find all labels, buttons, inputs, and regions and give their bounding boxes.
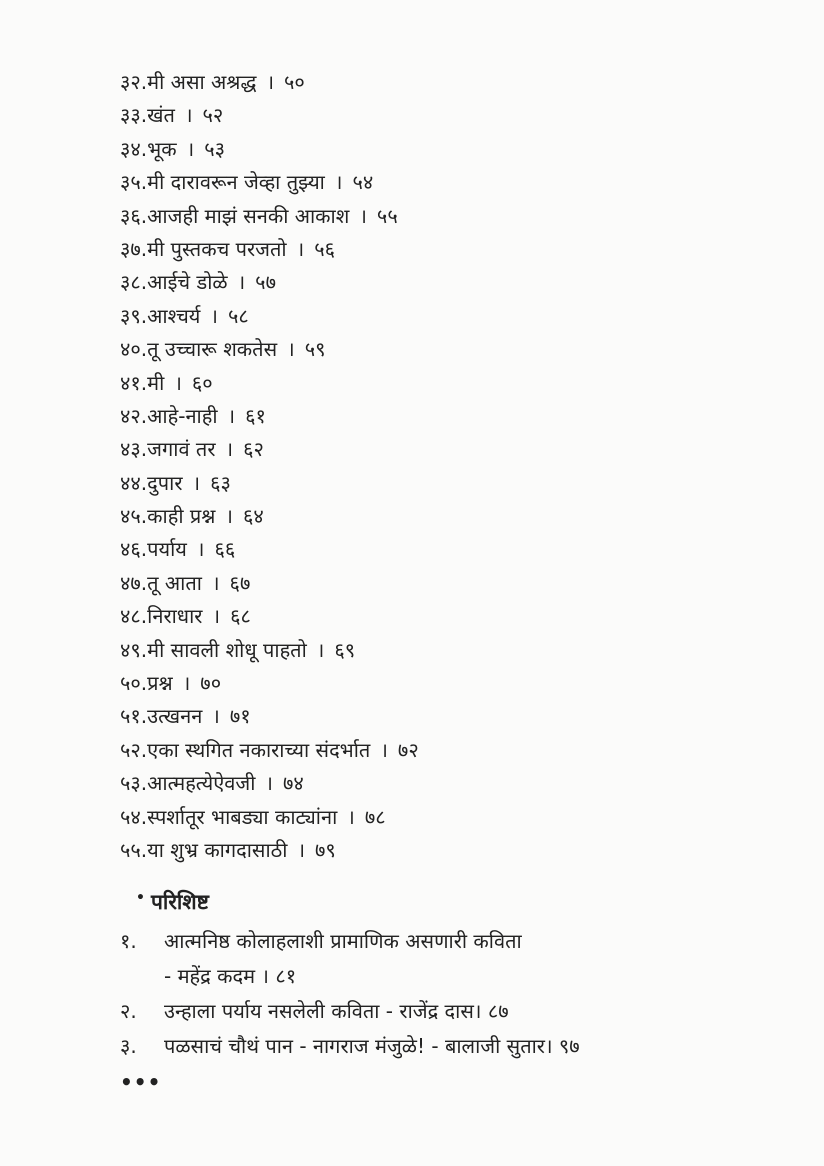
bullet-icon: • [136, 890, 145, 906]
appendix-item-text: उन्हाला पर्याय नसलेली कविता - राजेंद्र दास। ८७ [164, 999, 509, 1023]
entry-title: मी असा अश्रद्ध [147, 70, 257, 94]
entry-page: ७० [200, 671, 222, 696]
entry-page: ६८ [230, 604, 251, 629]
entry-title: आईचे डोळे [147, 270, 228, 295]
appendix-item [120, 994, 580, 1029]
end-mark: ••• [120, 1070, 162, 1094]
separator: । [184, 103, 193, 128]
appendix-item-number: २. [120, 999, 137, 1023]
separator: । [182, 671, 191, 696]
entry-title: मी पुस्तकच परजतो [147, 236, 287, 261]
entry-page: ५२ [202, 103, 224, 128]
entry-title: निराधार [147, 604, 203, 629]
list-item [120, 66, 419, 99]
separator: । [211, 570, 220, 595]
list-item [120, 433, 419, 466]
entry-page: ५० [284, 70, 305, 94]
list-item [120, 166, 419, 199]
entry-number: ३९. [120, 303, 148, 328]
entry-title: आजही माझं सनकी आकाश [147, 203, 350, 228]
appendix-item-text: आत्मनिष्ठ कोलाहलाशी प्रामाणिक असणारी कविता [164, 929, 522, 953]
separator: । [359, 203, 367, 228]
entry-title: पर्याय [147, 537, 187, 562]
entry-page: ५४ [352, 170, 374, 195]
entry-number: ४४. [120, 470, 148, 495]
separator: । [225, 504, 233, 529]
appendix-item-number: ३. [120, 1034, 137, 1058]
entry-title: जगावं तर [147, 437, 216, 462]
entry-number: ४१. [120, 370, 148, 395]
separator: । [266, 70, 275, 94]
list-item [120, 99, 419, 132]
entry-title: उत्खनन [147, 704, 203, 729]
entry-page: ७९ [315, 837, 336, 862]
entry-number: ५०. [120, 671, 148, 696]
list-item [120, 500, 419, 533]
entry-title: मी सावली शोधू पाहतो [147, 637, 307, 662]
list-item [120, 634, 419, 667]
appendix-list [120, 924, 580, 1064]
entry-number: ४५. [120, 504, 148, 529]
entry-page: ५७ [255, 270, 276, 295]
entry-number: ५५. [120, 837, 148, 862]
entry-page: ७८ [364, 804, 386, 829]
entry-title: भूक [147, 136, 177, 161]
entry-page: ६१ [245, 403, 266, 428]
appendix-heading [136, 884, 580, 920]
list-item [120, 567, 419, 600]
entry-page: ७४ [283, 771, 304, 796]
list-item [120, 266, 419, 299]
entry-number: ४३. [120, 437, 148, 462]
separator: । [237, 270, 246, 295]
separator: । [186, 136, 195, 161]
entry-title: मी दारावरून जेव्हा तुझ्या [147, 170, 325, 195]
separator: । [380, 737, 388, 762]
entry-number: ३६. [120, 203, 148, 228]
entry-number: ४२. [120, 403, 148, 428]
entry-title: तू आता [147, 570, 202, 595]
separator: । [334, 170, 343, 195]
separator: । [296, 236, 305, 261]
appendix-item-author: - महेंद्र कदम । ८१ [164, 964, 297, 988]
entry-page: ६६ [214, 537, 236, 562]
entry-title: एका स्थगित नकाराच्या संदर्भात [147, 737, 371, 762]
appendix-title: परिशिष्ट [150, 890, 209, 914]
entry-number: ३७. [120, 236, 148, 261]
entry-number: ४८. [120, 604, 148, 629]
entry-number: ४०. [120, 337, 148, 362]
appendix-section [120, 884, 580, 1064]
list-item [120, 533, 419, 566]
entry-page: ५५ [376, 203, 398, 228]
entry-page: ६७ [229, 570, 251, 595]
separator: । [212, 704, 220, 729]
entry-number: ४७. [120, 570, 148, 595]
appendix-item [120, 924, 580, 959]
entry-title: मी [147, 370, 165, 395]
list-item [120, 300, 419, 333]
list-item [120, 200, 419, 233]
entry-number: ३३. [120, 103, 148, 128]
separator: । [212, 604, 221, 629]
table-of-contents [120, 66, 419, 867]
entry-page: ५३ [204, 136, 225, 161]
list-item [120, 467, 419, 500]
separator: । [227, 403, 236, 428]
separator: । [174, 370, 182, 395]
separator: । [192, 470, 201, 495]
list-item [120, 700, 419, 733]
entry-title: आहे-नाही [147, 403, 218, 428]
appendix-item-text: पळसाचं चौथं पान - नागराज मंजुळे! - बालाजी सुतार। ९७ [164, 1034, 580, 1058]
list-item [120, 801, 419, 834]
entry-title: काही प्रश्न [147, 504, 216, 529]
list-item [120, 600, 419, 633]
entry-number: ३५. [120, 170, 148, 195]
separator: । [196, 537, 205, 562]
entry-title: तू उच्चारू शकतेस [147, 337, 278, 362]
entry-title: प्रश्न [147, 671, 173, 696]
entry-number: ४९. [120, 637, 148, 662]
entry-page: ७२ [397, 737, 419, 762]
entry-page: ५६ [314, 236, 335, 261]
entry-page: ६४ [242, 504, 264, 529]
list-item [120, 834, 419, 867]
entry-title: खंत [147, 103, 175, 128]
entry-number: ४६. [120, 537, 148, 562]
entry-title: आश्चर्य [147, 303, 201, 328]
separator: । [316, 637, 325, 662]
entry-page: ५८ [228, 303, 249, 328]
list-item [120, 400, 419, 433]
entry-number: ३४. [120, 136, 148, 161]
list-item [120, 767, 419, 800]
entry-page: ६० [191, 370, 213, 395]
entry-title: आत्महत्येऐवजी [147, 771, 256, 796]
list-item [120, 667, 419, 700]
separator: । [347, 804, 355, 829]
list-item [120, 333, 419, 366]
entry-number: ५३. [120, 771, 148, 796]
separator: । [287, 337, 295, 362]
list-item [120, 367, 419, 400]
appendix-item-continuation [120, 959, 580, 994]
entry-page: ७१ [229, 704, 251, 729]
entry-number: ५४. [120, 804, 148, 829]
entry-page: ६३ [210, 470, 231, 495]
entry-title: दुपार [147, 470, 183, 495]
entry-number: ५२. [120, 737, 148, 762]
entry-number: ५१. [120, 704, 148, 729]
entry-page: ५९ [304, 337, 326, 362]
list-item [120, 233, 419, 266]
separator: । [210, 303, 219, 328]
list-item [120, 133, 419, 166]
appendix-item [120, 1029, 580, 1064]
entry-number: ३२. [120, 70, 148, 94]
list-item [120, 734, 419, 767]
separator: । [297, 837, 306, 862]
separator: । [265, 771, 274, 796]
appendix-item-number: १. [120, 929, 137, 953]
entry-page: ६९ [334, 637, 356, 662]
entry-number: ३८. [120, 270, 148, 295]
separator: । [225, 437, 234, 462]
entry-title: या शुभ्र कागदासाठी [147, 837, 288, 862]
entry-page: ६२ [243, 437, 264, 462]
entry-title: स्पर्शातूर भाबड्या काट्यांना [147, 804, 338, 829]
